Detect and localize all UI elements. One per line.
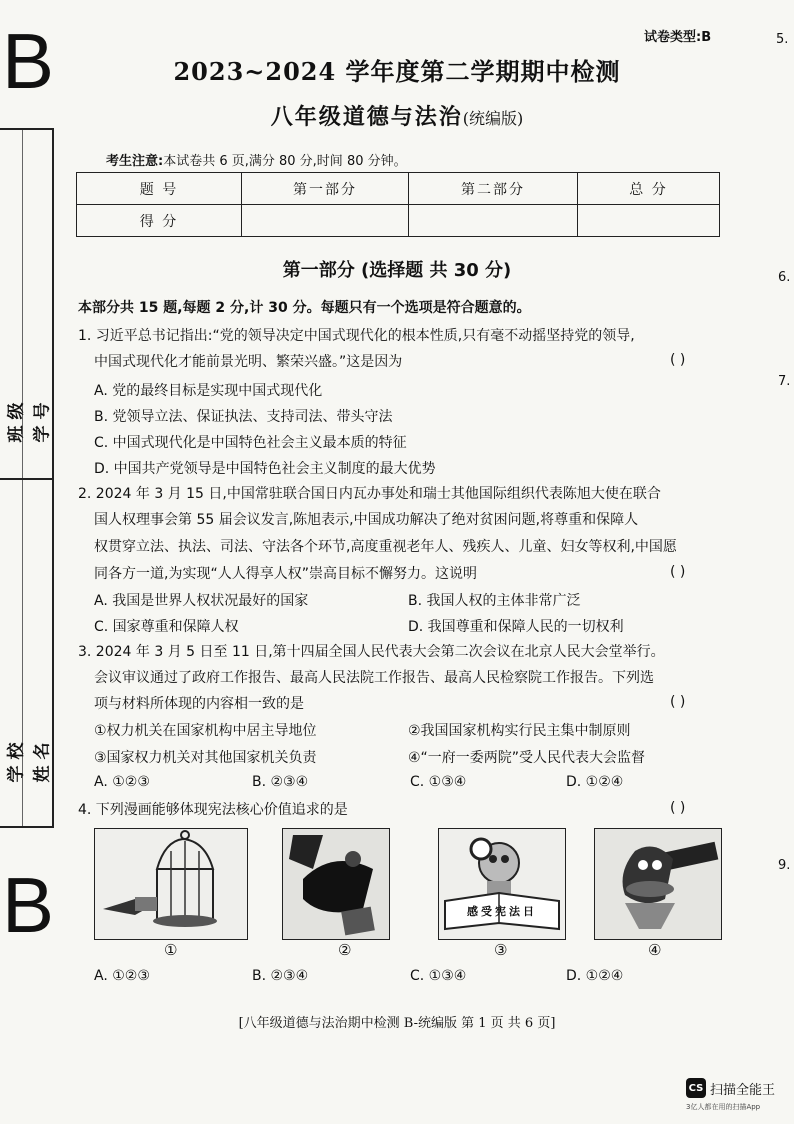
crushing-illustration — [595, 829, 721, 939]
question-3-line: 3. 2024 年 3 月 5 日至 11 日,第十四届全国人民代表大会第二次会议在北京人民大会堂举行。 — [78, 644, 665, 660]
school-label: 学 校 — [6, 742, 27, 783]
question-3-statement: ②我国国家机构实行民主集中制原则 — [408, 723, 631, 739]
subject-name: 八年级道德与法治 — [270, 104, 463, 130]
cartoon-image-3 — [438, 828, 566, 940]
question-1-option[interactable]: B. 党领导立法、保证执法、支持司法、带头守法 — [94, 409, 393, 425]
question-4-option[interactable]: B. ②③④ — [252, 968, 309, 984]
score-header-cell: 题 号 — [77, 173, 242, 205]
question-3-statement: ③国家权力机关对其他国家机关负责 — [94, 750, 317, 766]
paper-type-letter-bottom: B — [2, 861, 55, 949]
question-1-line: 中国式现代化才能前景光明、繁荣兴盛。”这是因为 — [94, 354, 403, 370]
section-title: 第一部分 (选择题 共 30 分) — [282, 260, 512, 281]
exam-notice — [106, 150, 407, 169]
class-label: 班 级 — [6, 402, 27, 443]
page-footer: [八年级道德与法治期中检测 B-统编版 第 1 页 共 6 页] — [238, 1016, 556, 1031]
cartoon-image-2 — [282, 828, 390, 940]
question-3-line: 会议审议通过了政府工作报告、最高人民法院工作报告、最高人民检察院工作报告。下列选 — [94, 670, 654, 686]
score-header-cell: 第一部分 — [242, 173, 409, 205]
score-header-cell: 总 分 — [578, 173, 720, 205]
right-margin-number: 6. — [778, 270, 791, 285]
answer-parentheses[interactable]: ( ) — [670, 694, 686, 710]
cartoon-image-4 — [594, 828, 722, 940]
cartoon-label-2: ② — [338, 941, 352, 959]
scanner-brand-tagline: 3亿人都在用的扫描App — [686, 1103, 761, 1111]
question-2-line: 同各方一道,为实现“人人得享人权”崇高目标不懈努力。这说明 — [94, 566, 477, 582]
cartoon-label-3: ③ — [494, 941, 508, 959]
student-number-label: 学 号 — [32, 402, 53, 443]
scanner-brand-name: 扫描全能王 — [710, 1082, 776, 1098]
score-cell[interactable] — [409, 205, 578, 237]
right-margin-number: 9. — [778, 858, 791, 873]
score-cell[interactable] — [578, 205, 720, 237]
score-header-cell: 第二部分 — [409, 173, 578, 205]
question-2-option[interactable]: B. 我国人权的主体非常广泛 — [408, 593, 581, 609]
exam-type: 试卷类型:B — [644, 30, 712, 45]
notice-label: 考生注意: — [106, 154, 164, 169]
question-4-option[interactable]: D. ①②④ — [566, 968, 624, 984]
question-3-statement: ①权力机关在国家机构中居主导地位 — [94, 723, 317, 739]
question-2-line: 权贯穿立法、执法、司法、守法各个环节,高度重视老年人、残疾人、儿童、妇女等权利,中国愿 — [94, 539, 677, 555]
answer-parentheses[interactable]: ( ) — [670, 564, 686, 580]
question-2-option[interactable]: A. 我国是世界人权状况最好的国家 — [94, 593, 309, 609]
scanner-brand — [686, 1078, 775, 1098]
score-row-label: 得 分 — [77, 205, 242, 237]
answer-parentheses[interactable]: ( ) — [670, 352, 686, 368]
score-cell[interactable] — [242, 205, 409, 237]
paper-type-letter-top: B — [2, 17, 55, 105]
scanner-logo-icon: CS — [686, 1078, 706, 1098]
question-4-option[interactable]: C. ①③④ — [410, 968, 467, 984]
question-3-option[interactable]: D. ①②④ — [566, 774, 624, 790]
question-1-option[interactable]: C. 中国式现代化是中国特色社会主义最本质的特征 — [94, 435, 407, 451]
question-4-option[interactable]: A. ①②③ — [94, 968, 150, 984]
binding-line-mid — [0, 478, 52, 480]
question-1-option[interactable]: A. 党的最终目标是实现中国式现代化 — [94, 383, 323, 399]
question-4-line: 4. 下列漫画能够体现宪法核心价值追求的是 — [78, 802, 348, 818]
name-label: 姓 名 — [32, 742, 53, 783]
cartoon-label-4: ④ — [648, 941, 662, 959]
question-3-option[interactable]: B. ②③④ — [252, 774, 309, 790]
right-margin-number: 5. — [776, 32, 789, 47]
question-2-option[interactable]: D. 我国尊重和保障人民的一切权利 — [408, 619, 624, 635]
cage-illustration — [95, 829, 247, 939]
notice-text: 本试卷共 6 页,满分 80 分,时间 80 分钟。 — [163, 154, 407, 169]
cartoon-image-1 — [94, 828, 248, 940]
binding-line-bottom — [0, 826, 52, 828]
question-3-statement: ④“一府一委两院”受人民代表大会监督 — [408, 750, 646, 766]
question-3-line: 项与材料所体现的内容相一致的是 — [94, 696, 304, 712]
binding-line — [52, 128, 54, 828]
right-margin-number: 7. — [778, 374, 791, 389]
edition-label: (统编版) — [462, 109, 524, 128]
hammer-illustration — [283, 829, 389, 939]
question-3-option[interactable]: A. ①②③ — [94, 774, 150, 790]
question-1-option[interactable]: D. 中国共产党领导是中国特色社会主义制度的最大优势 — [94, 461, 436, 477]
question-2-line: 国人权理事会第 55 届会议发言,陈旭表示,中国成功解决了绝对贫困问题,将尊重和保障人 — [94, 512, 639, 528]
question-3-option[interactable]: C. ①③④ — [410, 774, 467, 790]
section-instructions: 本部分共 15 题,每题 2 分,计 30 分。每题只有一个选项是符合题意的。 — [78, 300, 531, 316]
exam-title: 2023~2024 学年度第二学期期中检测 — [173, 57, 621, 86]
question-1-line: 1. 习近平总书记指出:“党的领导决定中国式现代化的根本性质,只有毫不动摇坚持党的领导, — [78, 328, 635, 344]
cartoon-label-1: ① — [164, 941, 178, 959]
score-table-row — [77, 205, 720, 237]
book-title-text: 感受宪法日 — [467, 905, 537, 918]
answer-parentheses[interactable]: ( ) — [670, 800, 686, 816]
score-table — [76, 172, 720, 237]
question-2-option[interactable]: C. 国家尊重和保障人权 — [94, 619, 239, 635]
constitution-book-illustration — [439, 829, 565, 939]
question-2-line: 2. 2024 年 3 月 15 日,中国常驻联合国日内瓦办事处和瑞士其他国际组织代表陈旭大使在联合 — [78, 486, 661, 502]
exam-subtitle — [0, 100, 794, 131]
score-table-header-row — [77, 173, 720, 205]
